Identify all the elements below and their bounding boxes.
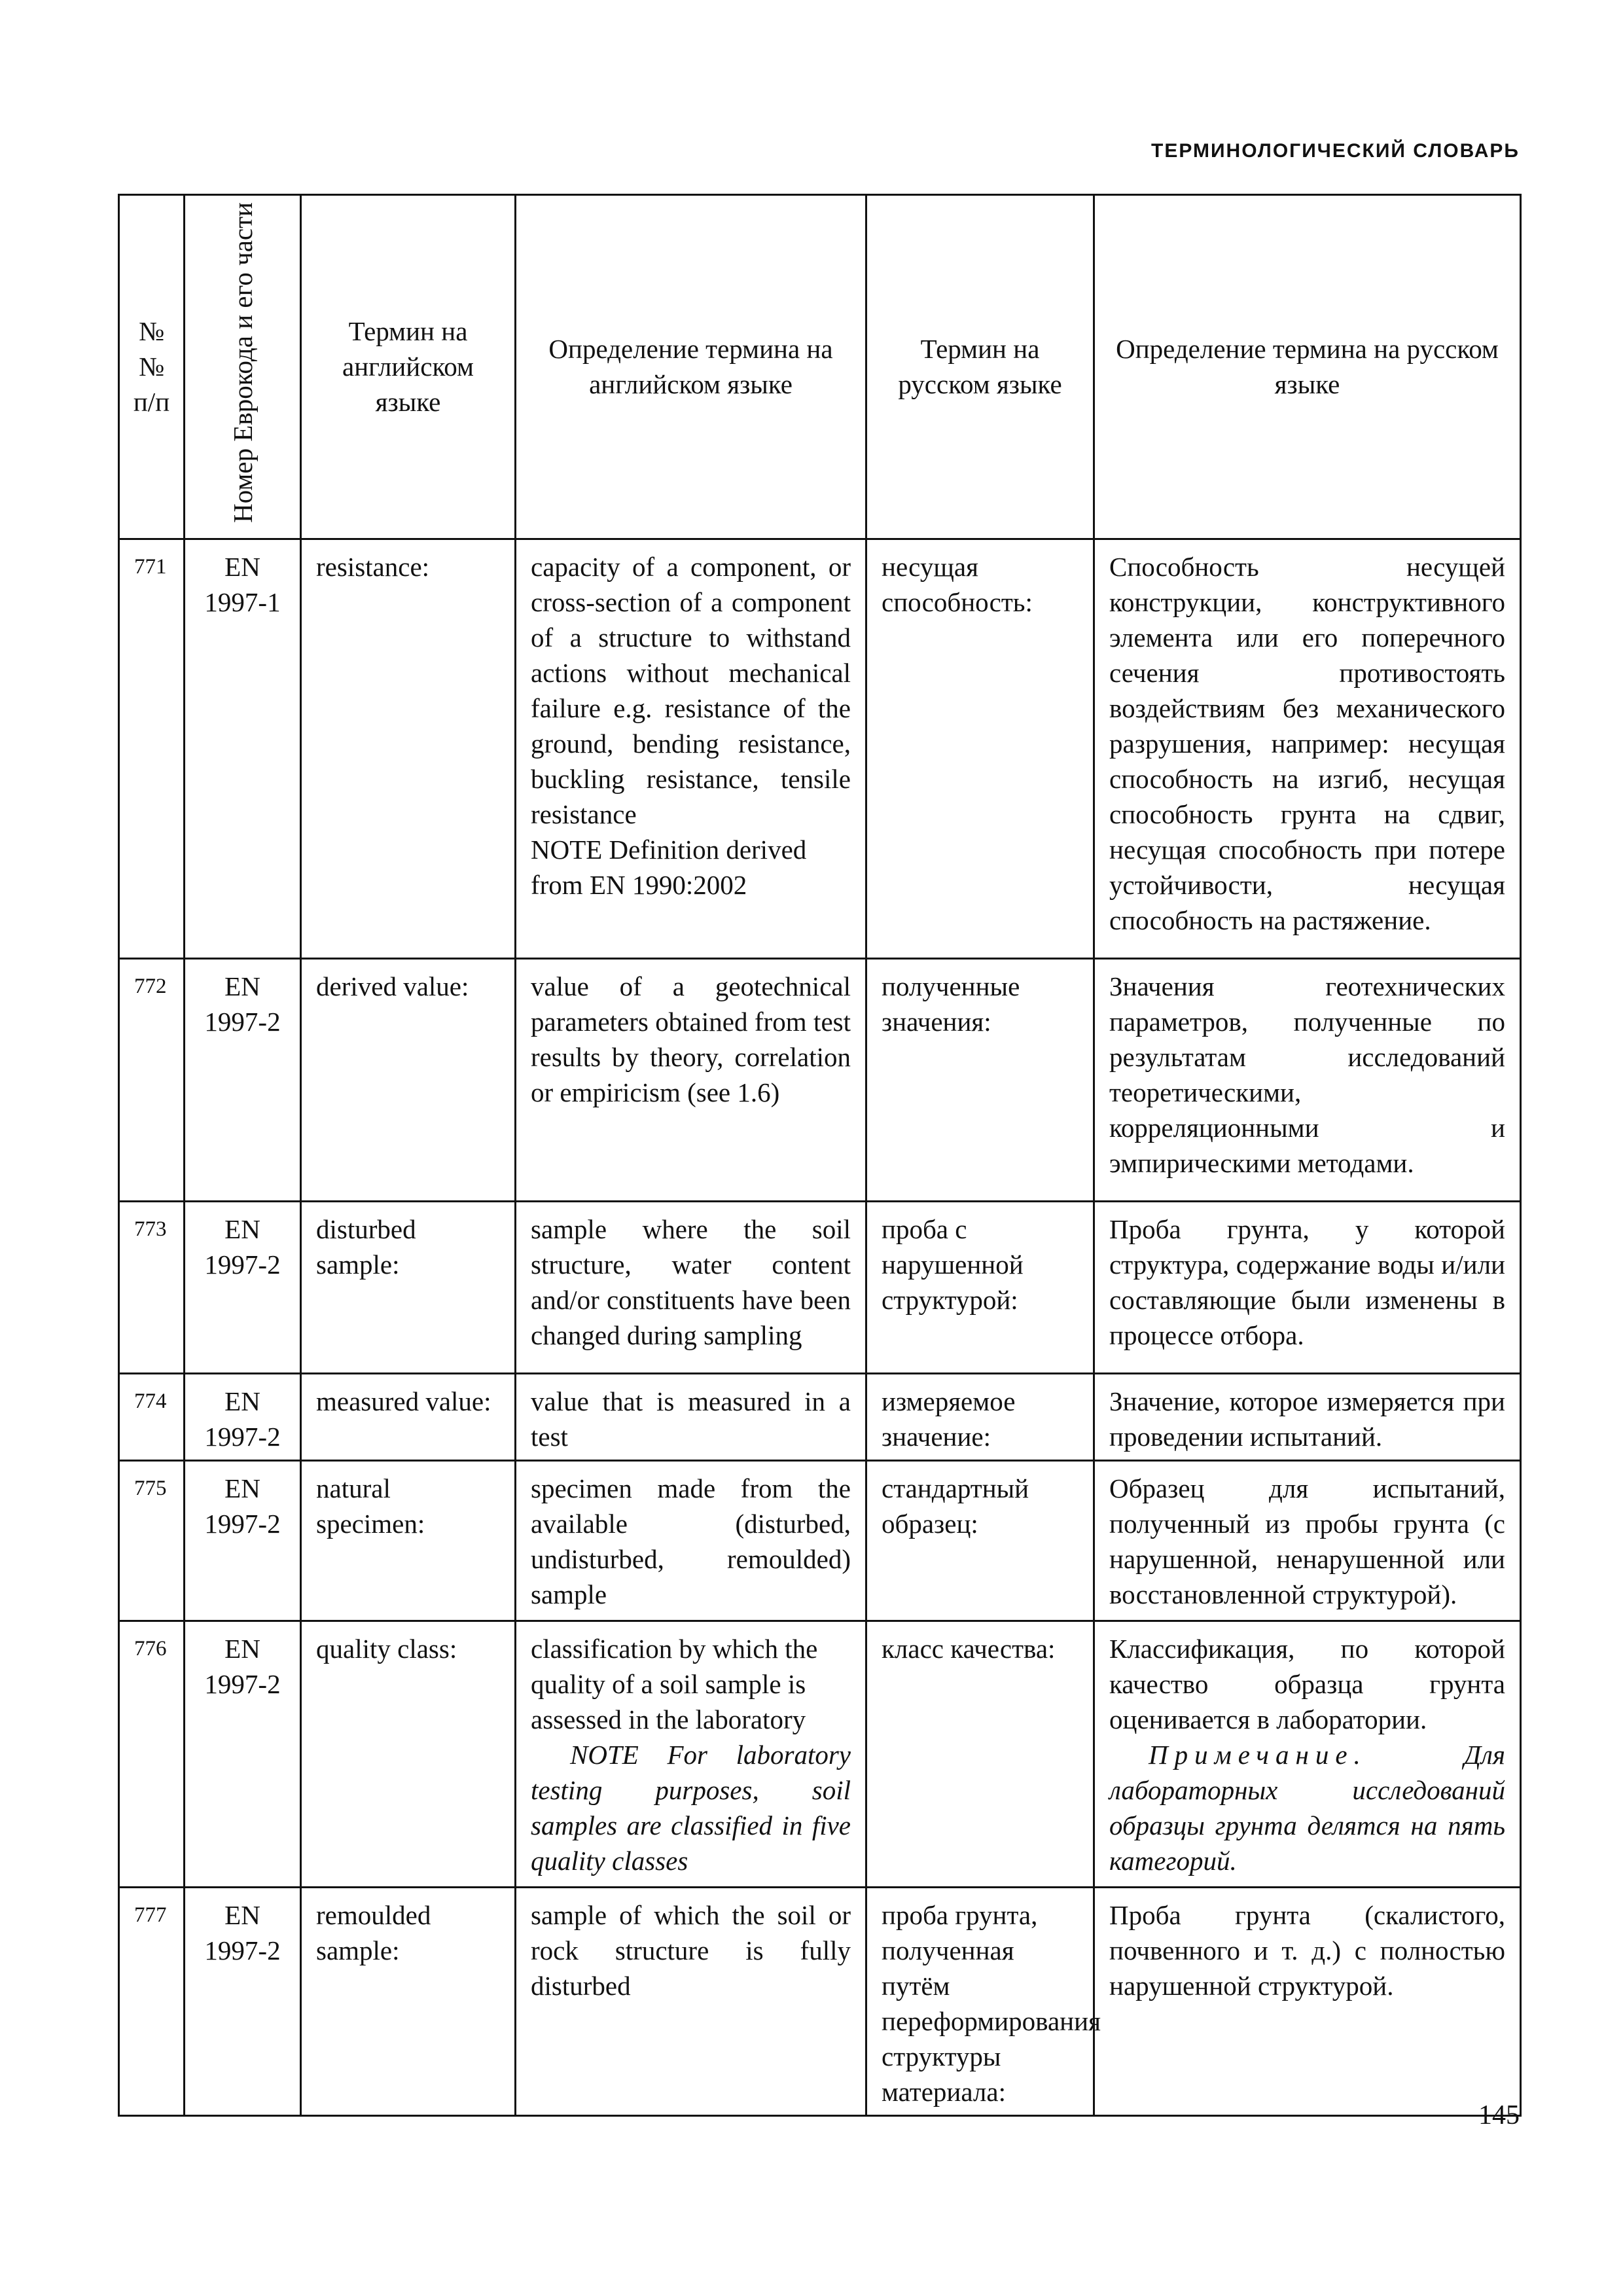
row-term-en: natural specimen: <box>301 1460 516 1621</box>
row-def-en-text: capacity of a component, or cross-section of a component of a structure to withstand actions without mechanical failure e.g. resistance of the ground, bending resistance, buckling resistance, tensile resistance <box>531 551 851 829</box>
header-def-ru: Определение термина на русском языке <box>1094 195 1521 539</box>
page-number: 145 <box>1478 2100 1520 2130</box>
row-term-ru: полученные значения: <box>866 958 1094 1201</box>
row-def-en: sample of which the soil or rock structure is fully disturbed <box>516 1887 866 2115</box>
row-eurocode: EN 1997-2 <box>185 1460 301 1621</box>
row-def-ru-text: Классификация, по которой качество образца грунта оценивается в лаборатории. <box>1109 1633 1505 1734</box>
row-def-ru: Значение, которое измеряется при проведении испытаний. <box>1094 1373 1521 1460</box>
row-def-ru: Проба грунта, у которой структура, содержание воды и/или составляющие были изменены в процессе отбора. <box>1094 1201 1521 1373</box>
row-term-ru: стандартный образец: <box>866 1460 1094 1621</box>
header-row <box>119 195 1521 539</box>
table-row <box>119 1201 1521 1373</box>
header-num: №№ п/п <box>119 195 185 539</box>
table-row <box>119 539 1521 958</box>
row-note-en: NOTE Definition derived from EN 1990:2002 <box>531 834 807 900</box>
row-note-ru-text: Для лабораторных исследований образцы грунта делятся на пять категорий. <box>1109 1739 1505 1876</box>
row-eurocode: EN 1997-2 <box>185 1201 301 1373</box>
header-def-en: Определение термина на английском языке <box>516 195 866 539</box>
table-row <box>119 1621 1521 1887</box>
row-note-ru <box>1109 1737 1505 1878</box>
row-term-ru: класс качества: <box>866 1621 1094 1887</box>
glossary-table <box>118 194 1522 2117</box>
row-def-en: value of a geotechnical parameters obtained from test results by theory, correlation or empiricism (see 1.6) <box>516 958 866 1201</box>
row-def-en: value that is measured in a test <box>516 1373 866 1460</box>
row-num: 772 <box>119 958 185 1201</box>
row-term-ru: проба с нарушенной структурой: <box>866 1201 1094 1373</box>
row-def-ru: Значения геотехнических параметров, полученные по результатам исследований теоретическими, корреляционными и эмпирическими методами. <box>1094 958 1521 1201</box>
row-term-en: measured value: <box>301 1373 516 1460</box>
row-num: 771 <box>119 539 185 958</box>
table-header <box>119 195 1521 539</box>
row-def-ru: Проба грунта (скалистого, почвенного и т. д.) с полностью нарушенной структурой. <box>1094 1887 1521 2115</box>
header-eurocode-text: Номер Еврокода и его части <box>227 202 258 523</box>
row-term-ru: проба грунта, полученная путём переформирования структуры материала: <box>866 1887 1094 2115</box>
row-def-ru: Способность несущей конструкции, конструктивного элемента или его поперечного сечения противостоять воздействиям без механического разрушения, например: несущая способность на изгиб, несущая способность грунта на сдвиг, несущая способность при потере устойчивости, несущая способность на растяжение. <box>1094 539 1521 958</box>
row-def-en: sample where the soil structure, water content and/or constituents have been changed during sampling <box>516 1201 866 1373</box>
row-def-ru <box>1094 1621 1521 1887</box>
row-term-en: remoulded sample: <box>301 1887 516 2115</box>
row-note-en: NOTE For laboratory testing purposes, soil samples are classified in five quality classes <box>531 1739 851 1876</box>
row-def-en <box>516 539 866 958</box>
table-row <box>119 1460 1521 1621</box>
table-row <box>119 1373 1521 1460</box>
row-eurocode: EN 1997-1 <box>185 539 301 958</box>
header-term-ru: Термин на русском языке <box>866 195 1094 539</box>
row-term-en: resistance: <box>301 539 516 958</box>
row-num: 775 <box>119 1460 185 1621</box>
row-num: 773 <box>119 1201 185 1373</box>
row-eurocode: EN 1997-2 <box>185 1373 301 1460</box>
row-term-en: derived value: <box>301 958 516 1201</box>
running-head: ТЕРМИНОЛОГИЧЕСКИЙ СЛОВАРЬ <box>1151 140 1520 162</box>
row-def-en-text: classification by which the quality of a soil sample is assessed in the laboratory <box>531 1633 818 1734</box>
row-eurocode: EN 1997-2 <box>185 1621 301 1887</box>
row-note-ru-label: Примечание. <box>1149 1739 1367 1770</box>
header-term-en: Термин на английском языке <box>301 195 516 539</box>
row-num: 774 <box>119 1373 185 1460</box>
row-eurocode: EN 1997-2 <box>185 958 301 1201</box>
row-def-en: specimen made from the available (disturbed, undisturbed, remoulded) sample <box>516 1460 866 1621</box>
table-row <box>119 1887 1521 2115</box>
row-term-ru: измеряемое значение: <box>866 1373 1094 1460</box>
row-def-ru: Образец для испытаний, полученный из пробы грунта (с нарушенной, ненарушенной или восстановленной структурой). <box>1094 1460 1521 1621</box>
row-num: 777 <box>119 1887 185 2115</box>
header-eurocode <box>185 195 301 539</box>
row-eurocode: EN 1997-2 <box>185 1887 301 2115</box>
row-term-en: quality class: <box>301 1621 516 1887</box>
row-num: 776 <box>119 1621 185 1887</box>
table-row <box>119 958 1521 1201</box>
row-term-ru: несущая способность: <box>866 539 1094 958</box>
row-def-en <box>516 1621 866 1887</box>
row-term-en: disturbed sample: <box>301 1201 516 1373</box>
table-body <box>119 539 1521 2115</box>
